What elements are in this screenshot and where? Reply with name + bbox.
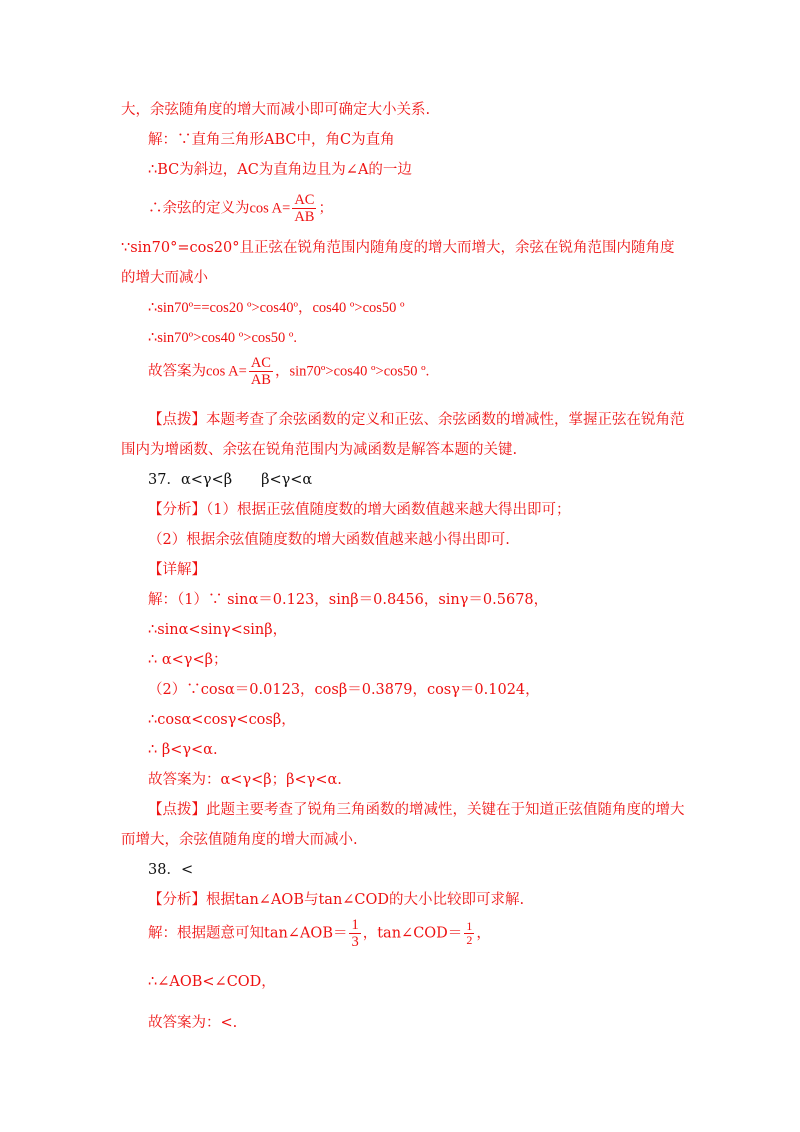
- text-line: 【点拨】本题考查了余弦函数的定义和正弦、余弦函数的增减性，掌握正弦在锐角范: [148, 412, 685, 428]
- fraction: [464, 920, 474, 947]
- text-segment: 故答案为: [148, 363, 206, 380]
- section-heading: 【详解】: [148, 562, 206, 578]
- formula-line: [148, 917, 491, 950]
- text-line: 解：（1）∵ sinα＝0.123，sinβ＝0.8456，sinγ＝0.5678，: [148, 592, 549, 608]
- fraction-denominator: 2: [466, 933, 473, 947]
- text-line: ∴∠AOB<∠COD，: [148, 974, 276, 990]
- text-line: 围内为增函数、余弦在锐角范围内为减函数是解答本题的关键.: [121, 442, 518, 458]
- text-line: 而增大，余弦值随角度的增大而减小.: [121, 832, 358, 848]
- text-line: ∴sin70º==cos20 º>cos40º，cos40 º>cos50 º: [148, 300, 405, 316]
- fraction-numerator: AC: [294, 192, 315, 208]
- text-line: （2）根据余弦值随度数的增大函数值越来越小得出即可.: [148, 532, 510, 548]
- text-line: ∵sin70°=cos20°且正弦在锐角范围内随角度的增大而增大，余弦在锐角范围内随角度: [121, 240, 675, 256]
- text-line: ∴sinα<sinγ<sinβ，: [148, 622, 288, 638]
- fraction-numerator: 1: [466, 919, 473, 933]
- fraction: [249, 355, 273, 388]
- text-segment: ，sin70º>cos40 º>cos50 º.: [274, 363, 430, 380]
- text-line: 的增大而减小: [121, 270, 208, 286]
- text-segment: ；: [318, 200, 333, 217]
- fraction-numerator: AC: [250, 355, 271, 371]
- text-line: ∴sin70º>cos40 º>cos50 º.: [148, 330, 298, 346]
- text-line: ∴cosα<cosγ<cosβ，: [148, 712, 296, 728]
- answer-line: 37．α<γ<β β<γ<α: [148, 472, 313, 488]
- text-segment: ，: [476, 925, 491, 942]
- text-line: 大，余弦随角度的增大而减小即可确定大小关系.: [121, 102, 431, 118]
- text-line: 解：∵直角三角形ABC中，角C为直角: [148, 132, 395, 148]
- text-line: 【分析】（1）根据正弦值随度数的增大函数值越来越大得出即可；: [148, 502, 571, 518]
- text-line: ∴ α<γ<β；: [148, 652, 228, 668]
- fraction-denominator: AB: [250, 372, 271, 388]
- fraction-denominator: 3: [351, 934, 359, 950]
- fraction-denominator: AB: [294, 209, 315, 225]
- text-line: （2）∵cosα＝0.0123，cosβ＝0.3879，cosγ＝0.1024，: [148, 682, 540, 698]
- fraction: [292, 192, 316, 225]
- math-expression: cos A=: [249, 200, 291, 217]
- fraction: [349, 917, 360, 950]
- text-line: 故答案为：<.: [148, 1015, 238, 1031]
- text-segment: ∴余弦的定义为: [148, 200, 250, 217]
- answer-line: 38．<: [148, 862, 194, 878]
- text-line: 【点拨】此题主要考查了锐角三角函数的增减性，关键在于知道正弦值随角度的增大: [148, 802, 685, 818]
- text-line: 【分析】根据tan∠AOB与tan∠COD的大小比较即可求解.: [148, 892, 525, 908]
- math-expression: cos A=: [206, 363, 247, 380]
- text-line: ∴ β<γ<α.: [148, 742, 218, 758]
- formula-line: [148, 192, 333, 225]
- fraction-numerator: 1: [351, 917, 359, 933]
- text-segment: 解：根据题意可知tan∠AOB＝: [148, 925, 348, 942]
- text-line: ∴BC为斜边，AC为直角边且为∠A的一边: [148, 162, 412, 178]
- text-line: 故答案为：α<γ<β；β<γ<α.: [148, 772, 342, 788]
- formula-line: [148, 355, 429, 388]
- text-segment: ，tan∠COD＝: [362, 925, 463, 942]
